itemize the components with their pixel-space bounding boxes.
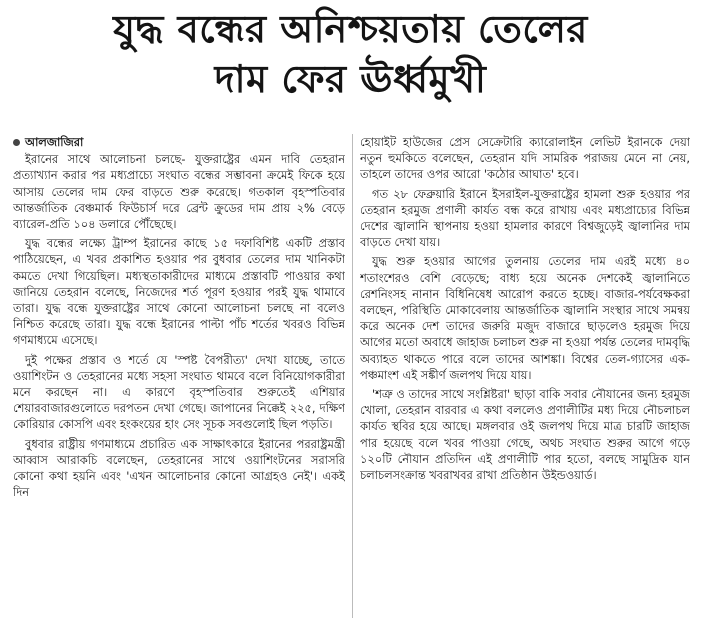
article-headline [0, 4, 701, 104]
paragraph: যুদ্ধ শুরু হওয়ার আগের তুলনায় তেলের দাম এরই মধ্যে ৪০ শতাংশেরও বেশি বেড়েছে; বাধ্য হয়ে অনেক দেশকেই জ্বালানিতে রেশনিংসহ নানান বিধিনিষেধ আরোপ করতে হচ্ছে। বাজার-পর্যবেক্ষকরা বলছেন, পরিস্থিতি মোকাবেলায় আন্তর্জাতিক জ্বালানি সংস্থার সাথে সমন্বয় করে অনেক দেশ তাদের জরুরি মজুদ বাজারে ছাড়লেও হরমুজ দিয়ে আগের মতো অবাধে জাহাজ চলাচল শুরু না হওয়া পর্যন্ত তেলের দামবৃদ্ধি অব্যাহত থাকতে পারে বলে তাদের আশঙ্কা। বিশ্বের তেল-গ্যাসের এক-পঞ্চমাংশ এই সঙ্কীর্ণ জলপথ দিয়ে যায়। [360, 254, 690, 382]
source-name: আলজাজিরা [25, 135, 84, 149]
paragraph: দুই পক্ষের প্রস্তাব ও শর্তে যে 'স্পষ্ট বৈপরীত্য' দেখা যাচ্ছে, তাতে ওয়াশিংটন ও তেহরানের মধ্যে সহসা সংঘাত থামবে বলে বিনিয়োগকারীরা মনে করছেন না। এ কারণে বৃহস্পতিবার শুরুতেই এশিয়ার শেয়ারবাজারগুলোতে দরপতন দেখা গেছে। জাপানের নিক্কেই ২২৫, দক্ষিণ কোরিয়ার কোসপি এবং হংকংয়ের হাং সেং সূচক সবগুলোই ছিল পড়তি। [13, 352, 345, 432]
bullet-icon [13, 139, 20, 146]
paragraph: গত ২৮ ফেব্রুয়ারি ইরানে ইসরাইল-যুক্তরাষ্ট্রের হামলা শুরু হওয়ার পর তেহরান হরমুজ প্রণালী কার্যত বন্ধ করে রাখায় এবং মধ্যপ্রাচ্যের বিভিন্ন দেশের জ্বালানি স্থাপনায় হওয়া হামলার কারণে বিশ্বজুড়েই জ্বালানির দাম বাড়তে দেখা যায়। [360, 186, 690, 250]
article-column-left [13, 134, 345, 623]
paragraph: হোয়াইট হাউজের প্রেস সেক্রেটারি ক্যারোলাইন লেভিট ইরানকে দেয়া নতুন হুমকিতে বলেছেন, তেহরান যদি সামরিক পরাজয় মেনে না নেয়, তাহলে তাদের ওপর আরো 'কঠোর আঘাত' হবে। [360, 135, 690, 182]
paragraph: বুধবার রাষ্ট্রীয় গণমাধ্যমে প্রচারিত এক সাক্ষাৎকারে ইরানের পররাষ্ট্রমন্ত্রী আব্বাস আরাকচি বলেছেন, তেহরানের সাথে ওয়াশিংটনের সরাসরি কোনো কথা হয়নি এবং 'এখন আলোচনার কোনো আগ্রহও নেই'। একই দিন [13, 436, 345, 500]
headline-line-2: দাম ফের ঊর্ধ্বমুখী [214, 57, 487, 101]
column-divider [352, 134, 353, 618]
article-column-right [360, 134, 690, 623]
paragraph: যুদ্ধ বন্ধের লক্ষ্যে ট্রাম্প ইরানের কাছে ১৫ দফাবিশিষ্ট একটি প্রস্তাব পাঠিয়েছেন, এ খবর প্রকাশিত হওয়ার পর বুধবার তেলের দাম খানিকটা কমতে দেখা গিয়েছিল। মধ্যস্থতাকারীদের মাধ্যমে প্রস্তাবটি পাওয়ার কথা জানিয়ে তেহরান বলেছে, নিজেদের শর্ত পূরণ হওয়ার পরই যুদ্ধ থামাবে তারা। যুদ্ধ বন্ধে যুক্তরাষ্ট্রের সাথে কোনো আলোচনা চলছে না বলেও নিশ্চিত করেছে তারা। যুদ্ধ বন্ধে ইরানের পাল্টা পাঁচ শর্তের খবরও বিভিন্ন গণমাধ্যমে এসেছে। [13, 236, 345, 348]
headline-line-1: যুদ্ধ বন্ধের অনিশ্চয়তায় তেলের [113, 7, 588, 51]
paragraph: ইরানের সাথে আলোচনা চলছে- যুক্তরাষ্ট্রের এমন দাবি তেহরান প্রত্যাখ্যান করার পর মধ্যপ্রাচ্যে সংঘাত বন্ধের সম্ভাবনা ক্রমেই ফিকে হয়ে আসায় তেলের দাম ফের বাড়তে শুরু করেছে। গতকাল বৃহস্পতিবার আন্তর্জাতিক বেঞ্চমার্ক ফিউচার্স দরে ব্রেন্ট ক্রুডের দাম প্রায় ২% বেড়ে ব্যারেল-প্রতি ১০৪ ডলারে পৌঁছেছে। [13, 152, 345, 232]
source-byline [13, 134, 345, 150]
paragraph: 'শত্রু ও তাদের সাথে সংশ্লিষ্টরা' ছাড়া বাকি সবার নৌযানের জন্য হরমুজ খোলা, তেহরান বারবার এ কথা বললেও প্রণালীটির মধ্য দিয়ে নৌচলাচল কার্যত স্থবির হয়ে আছে। মঙ্গলবার ওই জলপথ দিয়ে মাত্র চারটি জাহাজ পার হয়েছে বলে খবর পাওয়া গেছে, অথচ সংঘাত শুরুর আগে গড়ে ১২০টি নৌযান প্রতিদিন এই প্রণালীটি পার হতো, বলছে সামুদ্রিক যান চলাচলসংক্রান্ত খবরাখবর রাখা প্রতিষ্ঠান উইন্ডওয়ার্ড। [360, 387, 690, 483]
